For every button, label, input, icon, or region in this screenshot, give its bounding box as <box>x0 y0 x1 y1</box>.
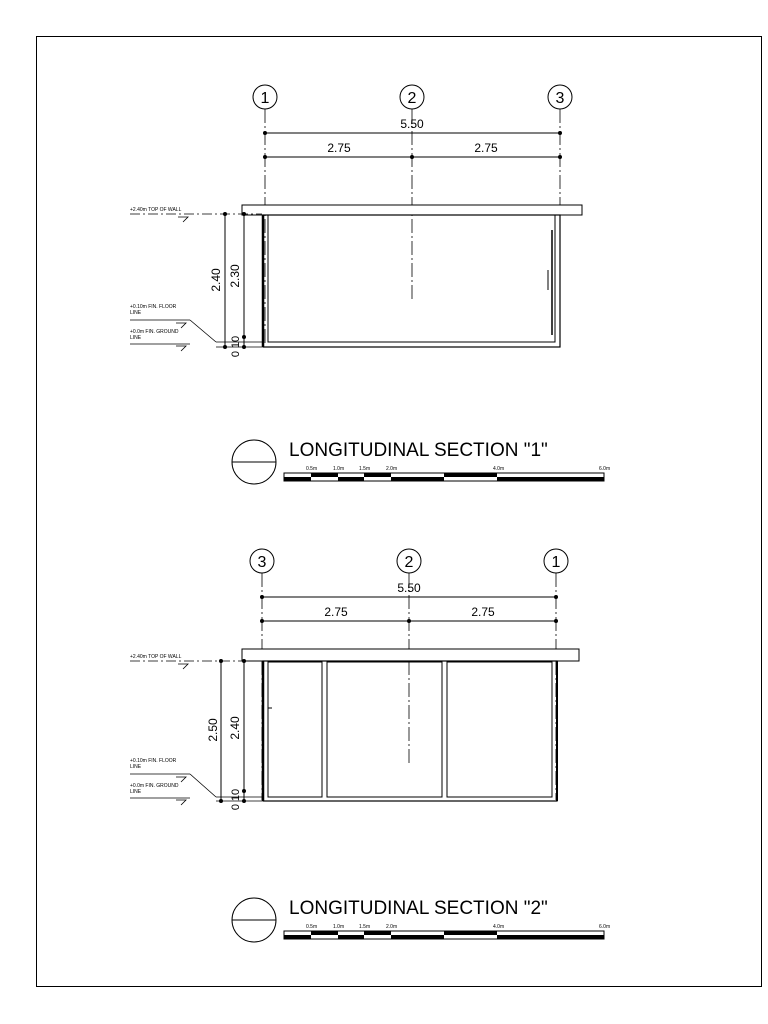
level-ground-label: +0.0m FIN. GROUND <box>130 783 179 789</box>
section-title: LONGITUDINAL SECTION "2" <box>289 898 548 919</box>
dim-total: 5.50 <box>397 581 421 595</box>
opening-1 <box>268 662 322 797</box>
dim-floor: 10 <box>230 335 242 349</box>
section-title-symbol <box>232 440 276 484</box>
scale-label: 0.5m <box>306 466 318 472</box>
dim-left: 2.75 <box>324 605 348 619</box>
scale-bar <box>284 473 604 481</box>
level-ground-label-2: LINE <box>130 789 142 795</box>
room-outline <box>263 661 557 801</box>
grid-bubble-middle <box>400 85 424 109</box>
dim-right: 2.75 <box>474 141 498 155</box>
section-title-symbol <box>232 898 276 942</box>
scale-label: 1.0m <box>333 924 345 930</box>
level-top-label: +2.40m TOP OF WALL <box>130 207 182 213</box>
dimension-lines <box>265 133 560 157</box>
opening-2 <box>327 662 442 797</box>
dim-total: 5.50 <box>400 117 424 131</box>
dim-height-outer: 2.50 <box>206 718 220 742</box>
dim-zero: 0 <box>230 803 242 811</box>
grid-bubble-left <box>253 85 277 109</box>
dim-zero: 0 <box>230 350 242 358</box>
grid-label: 3 <box>555 90 565 107</box>
grid-lines <box>265 109 560 345</box>
level-floor-label-2: LINE <box>130 764 142 770</box>
scale-label: 1.5m <box>359 924 371 930</box>
grid-label: 2 <box>404 554 414 571</box>
grid-label: 2 <box>407 90 417 107</box>
dimension-ticks <box>263 131 562 159</box>
grid-bubble-middle <box>397 549 421 573</box>
level-ground-label-2: LINE <box>130 335 142 341</box>
roof-slab <box>242 205 582 215</box>
scale-label: 2.0m <box>386 466 398 472</box>
grid-bubble-left <box>250 549 274 573</box>
scale-label: 1.5m <box>359 466 371 472</box>
room-inner <box>268 215 555 342</box>
level-floor-label-2: LINE <box>130 310 142 316</box>
roof-slab <box>242 649 579 661</box>
level-floor-label: +0.10m FIN. FLOOR <box>130 758 177 764</box>
level-floor-label: +0.10m FIN. FLOOR <box>130 304 177 310</box>
section-title: LONGITUDINAL SECTION "1" <box>289 440 548 461</box>
dim-height-inner: 2.30 <box>228 264 242 288</box>
dim-floor: 10 <box>230 788 242 802</box>
dim-height-outer: 2.40 <box>209 268 223 292</box>
dim-left: 2.75 <box>327 141 351 155</box>
scale-label: 0.5m <box>306 924 318 930</box>
scale-label: 4.0m <box>493 924 505 930</box>
dim-right: 2.75 <box>471 605 495 619</box>
grid-bubble-right <box>548 85 572 109</box>
scale-labels <box>306 924 610 930</box>
grid-bubble-right <box>544 549 568 573</box>
level-ground-label: +0.0m FIN. GROUND <box>130 329 179 335</box>
grid-lines <box>262 573 556 800</box>
section-1 <box>130 85 610 484</box>
grid-label: 3 <box>257 554 267 571</box>
grid-label: 1 <box>260 90 270 107</box>
scale-label: 6.0m <box>599 924 611 930</box>
grid-label: 1 <box>551 554 561 571</box>
level-top-label: +2.40m TOP OF WALL <box>130 654 182 660</box>
scale-label: 6.0m <box>599 466 611 472</box>
room-outline <box>263 215 560 347</box>
scale-labels <box>306 466 610 472</box>
scale-label: 1.0m <box>333 466 345 472</box>
scale-bar <box>284 931 604 939</box>
sheet-border <box>37 37 762 987</box>
scale-label: 4.0m <box>493 466 505 472</box>
section-2 <box>130 549 610 942</box>
scale-label: 2.0m <box>386 924 398 930</box>
dim-height-inner: 2.40 <box>228 716 242 740</box>
opening-3 <box>447 662 552 797</box>
